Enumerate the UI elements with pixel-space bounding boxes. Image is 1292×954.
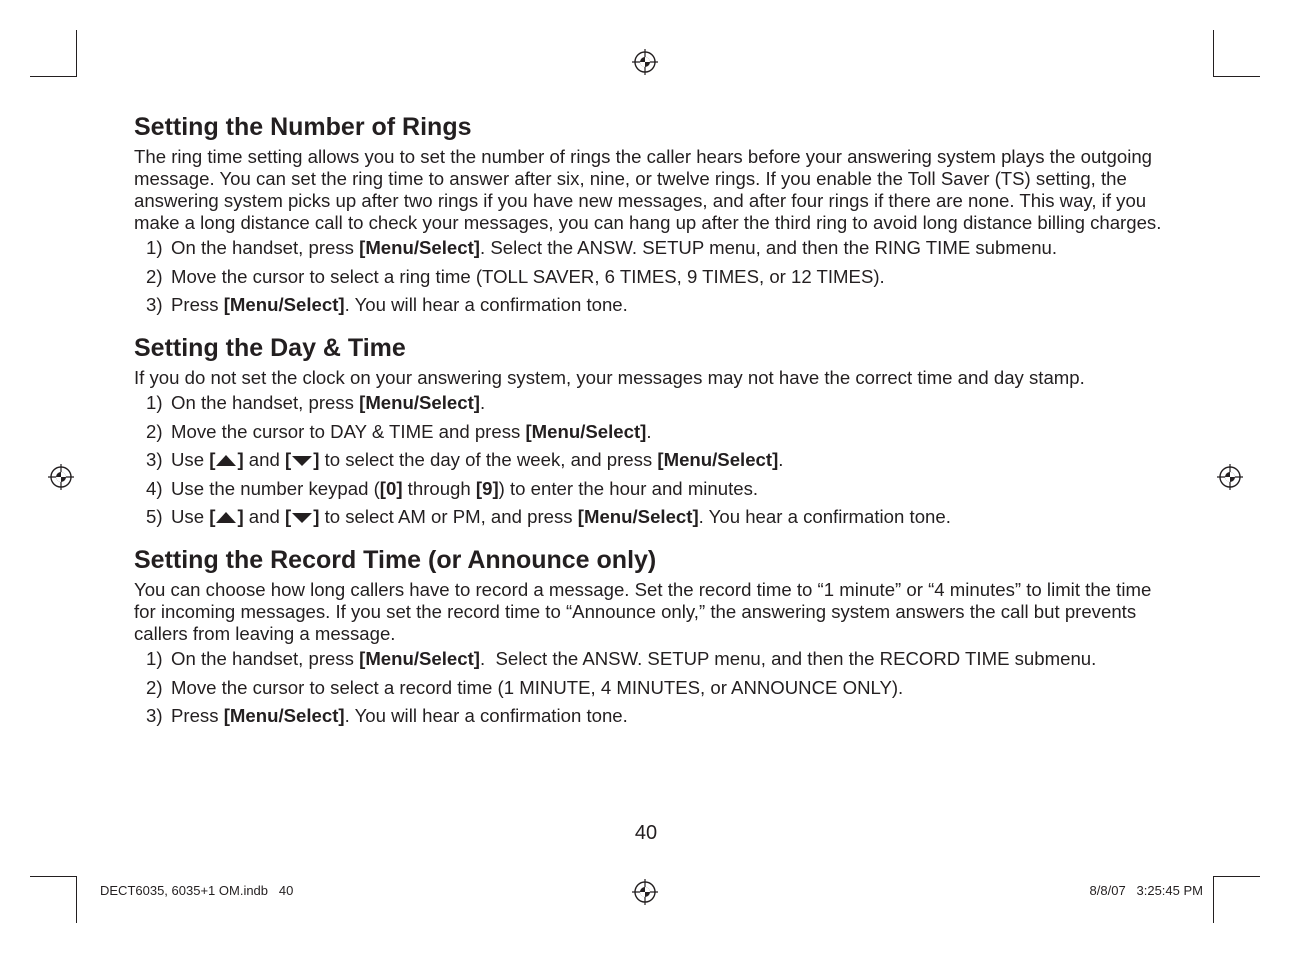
step-text: Use	[171, 506, 210, 527]
section-day-time	[134, 333, 1164, 528]
section-record-time	[134, 545, 1164, 727]
key-label: [Menu/Select]	[525, 420, 647, 442]
step-item	[134, 294, 1164, 316]
key-bracket: [	[285, 449, 292, 470]
section-title: Setting the Day & Time	[134, 334, 406, 362]
step-number: 2)	[146, 265, 163, 287]
step-item	[134, 449, 1164, 471]
down-arrow-icon	[291, 453, 313, 467]
up-arrow-icon	[215, 510, 237, 524]
key-label: [Menu/Select]	[657, 449, 779, 470]
print-slug-timestamp: 8/8/07 3:25:45 PM	[1089, 883, 1203, 898]
section-title: Setting the Number of Rings	[134, 113, 472, 141]
step-item	[134, 392, 1164, 414]
page-content	[134, 112, 1164, 734]
step-text: .	[480, 392, 486, 413]
step-item	[134, 506, 1164, 528]
step-text: On the handset, press	[171, 237, 360, 258]
key-bracket: ]	[313, 506, 320, 527]
section-intro: If you do not set the clock on your answering system, your messages may not have the correct time and day stamp.	[134, 367, 1085, 388]
registration-mark-icon	[1217, 464, 1243, 490]
step-text: Use	[171, 449, 210, 470]
step-number: 3)	[146, 705, 163, 726]
step-text: . You hear a confirmation tone.	[698, 506, 951, 527]
crop-mark	[1213, 76, 1260, 77]
key-label: [Menu/Select]	[359, 648, 481, 669]
key-label: [Menu/Select]	[359, 392, 481, 413]
step-text: .	[778, 449, 784, 470]
registration-mark-icon	[632, 879, 658, 905]
step-number: 2)	[146, 676, 163, 698]
step-item	[134, 677, 1164, 699]
step-text: Press	[171, 294, 224, 315]
key-label: [Menu/Select]	[359, 237, 481, 258]
section-title: Setting the Record Time (or Announce only)	[134, 546, 657, 574]
step-text: to select AM or PM, and press	[319, 506, 578, 527]
step-text: On the handset, press	[171, 648, 360, 669]
step-text: ) to enter the hour and minutes.	[498, 477, 759, 499]
key-label: [Menu/Select]	[577, 506, 699, 527]
section-number-of-rings	[134, 112, 1164, 316]
step-text: . Select the ANSW. SETUP menu, and then the RECORD TIME submenu.	[480, 648, 1097, 669]
step-list	[134, 237, 1164, 316]
key-bracket: [	[209, 449, 216, 470]
step-number: 3)	[146, 294, 163, 315]
step-number: 4)	[146, 477, 163, 499]
step-number: 1)	[146, 648, 163, 669]
key-bracket: [	[285, 506, 292, 527]
key-bracket: ]	[313, 449, 320, 470]
step-number: 3)	[146, 449, 163, 470]
registration-mark-icon	[632, 49, 658, 75]
key-label: [Menu/Select]	[223, 705, 345, 726]
step-text: and	[243, 449, 285, 470]
crop-mark	[76, 30, 77, 77]
crop-mark	[30, 76, 77, 77]
registration-mark-icon	[48, 464, 74, 490]
key-label: [0]	[379, 477, 403, 499]
step-item	[134, 266, 1164, 288]
step-item	[134, 648, 1164, 670]
step-text: and	[243, 506, 285, 527]
crop-mark	[1213, 876, 1260, 877]
crop-mark	[30, 876, 77, 877]
step-text: Use the number keypad (	[171, 477, 380, 499]
key-bracket: [	[209, 506, 216, 527]
step-text: Move the cursor to DAY & TIME and press	[171, 420, 526, 442]
step-item	[134, 478, 1164, 500]
step-number: 1)	[146, 237, 163, 258]
step-text: On the handset, press	[171, 392, 360, 413]
step-text: Move the cursor to select a ring time (TOLL SAVER, 6 TIMES, 9 TIMES, or 12 TIMES).	[171, 265, 885, 287]
step-text: . You will hear a confirmation tone.	[344, 294, 628, 315]
step-list	[134, 648, 1164, 727]
step-text: through	[402, 477, 476, 499]
page-number: 40	[634, 822, 658, 844]
step-text: to select the day of the week, and press	[319, 449, 658, 470]
step-text: .	[646, 420, 652, 442]
step-number: 1)	[146, 392, 163, 413]
step-item	[134, 421, 1164, 443]
key-label: [9]	[475, 477, 499, 499]
step-text: Press	[171, 705, 224, 726]
crop-mark	[1213, 876, 1214, 923]
crop-mark	[1213, 30, 1214, 77]
step-item	[134, 237, 1164, 259]
section-intro: You can choose how long callers have to record a message. Set the record time to “1 minute” or “4 minutes” to limit the time for incoming messages. If you set the record time to “Announce only,” the answering system answers the call but prevents callers from leaving a message.	[134, 579, 1152, 644]
section-intro: The ring time setting allows you to set the number of rings the caller hears before your answering system plays the outgoing message. You can set the ring time to answer after six, nine, or twelve rings. If you enable the Toll Saver (TS) setting, the answering system picks up after two rings if you have new messages, and after four rings if there are none. This way, if you make a long distance call to check your messages, you can hang up after the third ring to avoid long distance billing charges.	[134, 146, 1162, 233]
step-number: 5)	[146, 506, 163, 527]
key-label: [Menu/Select]	[223, 294, 345, 315]
down-arrow-icon	[291, 510, 313, 524]
step-number: 2)	[146, 420, 163, 442]
step-list	[134, 392, 1164, 528]
up-arrow-icon	[215, 453, 237, 467]
step-item	[134, 705, 1164, 727]
step-text: Move the cursor to select a record time (1 MINUTE, 4 MINUTES, or ANNOUNCE ONLY).	[171, 676, 904, 698]
key-bracket: ]	[237, 506, 244, 527]
step-text: . Select the ANSW. SETUP menu, and then the RING TIME submenu.	[480, 237, 1058, 258]
crop-mark	[76, 876, 77, 923]
key-bracket: ]	[237, 449, 244, 470]
step-text: . You will hear a confirmation tone.	[344, 705, 628, 726]
print-slug-file: DECT6035, 6035+1 OM.indb 40	[100, 883, 294, 898]
